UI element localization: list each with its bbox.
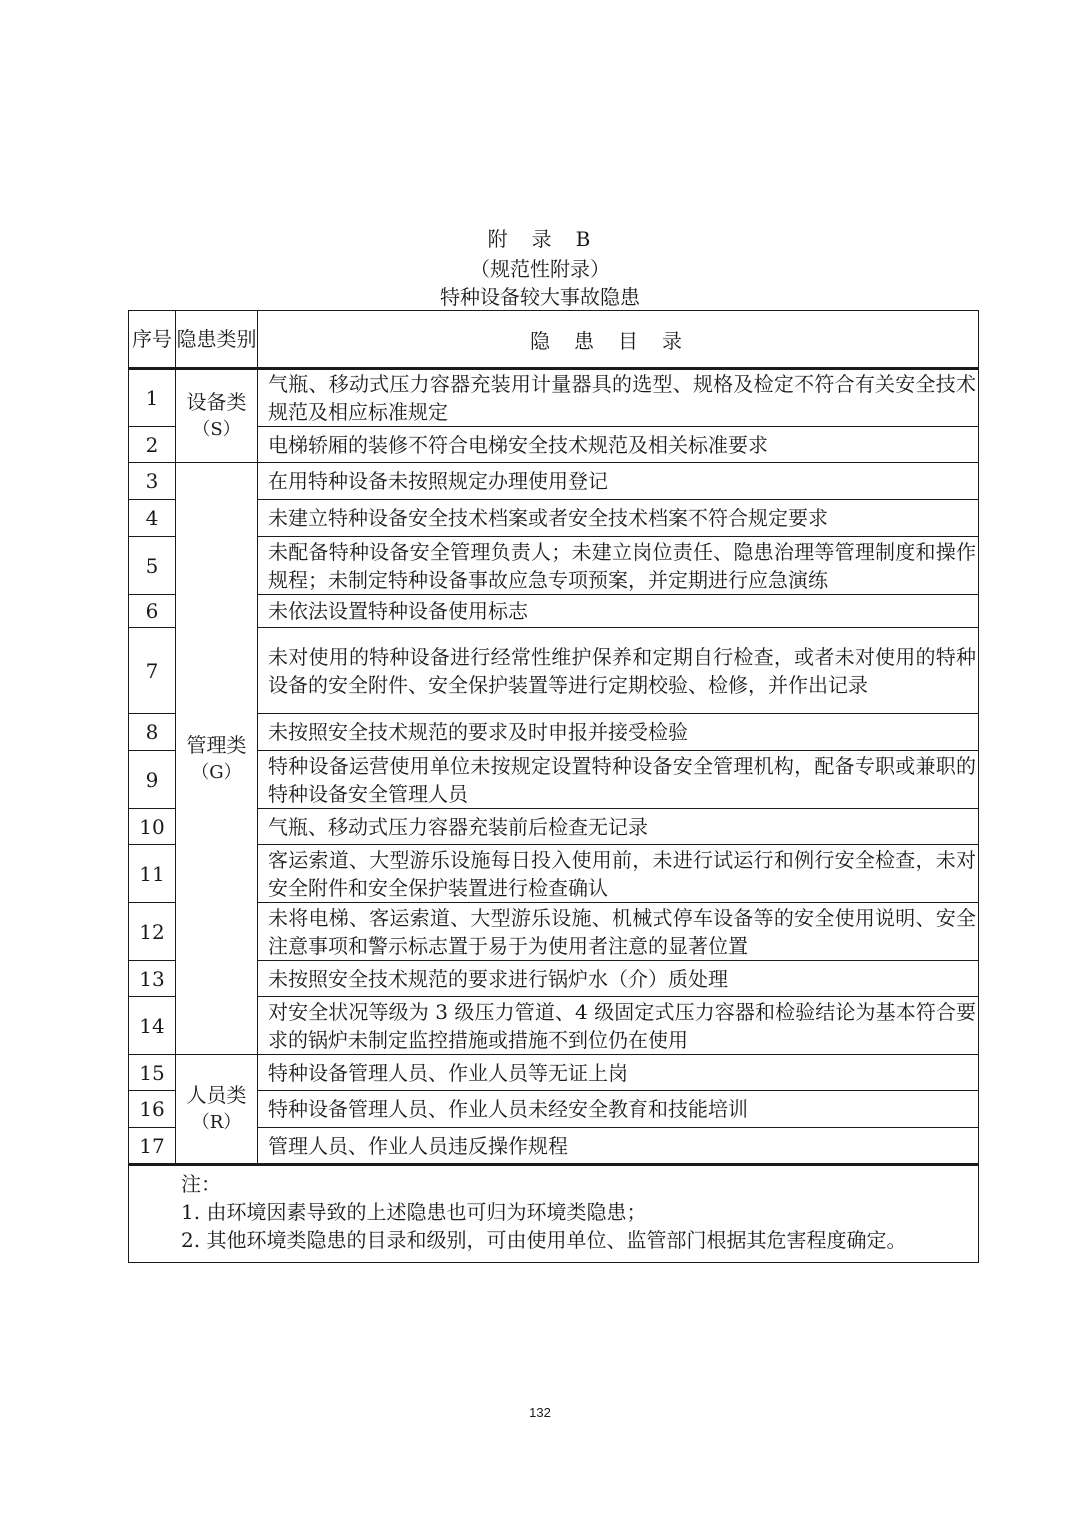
header-no [129,311,176,369]
notes [129,1165,979,1263]
row-no: 17 [129,1128,176,1165]
row-text: 对安全状况等级为 3 级压力管道、4 级固定式压力容器和检验结论为基本符合要求的锅炉未制定监控措施或措施不到位仍在使用 [258,997,979,1055]
row-no: 13 [129,961,176,997]
table-title: 特种设备较大事故隐患 [440,285,640,309]
note-item: 2. 其他环境类隐患的目录和级别，可由使用单位、监管部门根据其危害程度确定。 [181,1228,907,1252]
row-no: 1 [129,369,176,427]
row-no: 15 [129,1055,176,1091]
row-text: 未将电梯、客运索道、大型游乐设施、机械式停车设备等的安全使用说明、安全注意事项和警示标志置于易于为使用者注意的显著位置 [258,903,979,961]
row-text: 未按照安全技术规范的要求及时申报并接受检验 [258,714,979,751]
table-row [129,1055,979,1091]
row-text: 未配备特种设备安全管理负责人；未建立岗位责任、隐患治理等管理制度和操作规程；未制定特种设备事故应急专项预案，并定期进行应急演练 [258,537,979,595]
table-header-row [129,311,979,369]
category-management [176,463,258,1055]
row-text: 未对使用的特种设备进行经常性维护保养和定期自行检查，或者未对使用的特种设备的安全附件、安全保护装置等进行定期校验、检修，并作出记录 [258,628,979,714]
table-row [129,369,979,427]
row-no: 11 [129,845,176,903]
note-item: 1. 由环境因素导致的上述隐患也可归为环境类隐患； [181,1200,647,1224]
category-name: 设备类 [186,390,247,414]
row-no: 4 [129,500,176,537]
row-text: 未建立特种设备安全技术档案或者安全技术档案不符合规定要求 [258,500,979,537]
category-personnel [176,1055,258,1165]
hazard-table [128,310,979,1263]
header-category-label: 隐患类别 [176,327,257,351]
category-equipment [176,369,258,463]
table-row [129,463,979,500]
appendix-title: 附 录 B [487,227,593,251]
category-code: （G） [191,761,242,783]
row-text: 特种设备运营使用单位未按规定设置特种设备安全管理机构，配备专职或兼职的特种设备安全管理人员 [258,751,979,809]
header-item-label: 隐患目录 [530,328,706,353]
row-no: 5 [129,537,176,595]
row-text: 管理人员、作业人员违反操作规程 [258,1128,979,1165]
row-text: 特种设备管理人员、作业人员等无证上岗 [258,1055,979,1091]
category-name: 管理类 [186,732,247,757]
header-no-label: 序号 [132,327,172,351]
row-no: 9 [129,751,176,809]
row-text: 客运索道、大型游乐设施每日投入使用前，未进行试运行和例行安全检查，未对安全附件和安全保护装置进行检查确认 [258,845,979,903]
row-no: 2 [129,427,176,463]
row-no: 16 [129,1091,176,1128]
header-item [258,311,979,369]
category-code: （R） [191,1112,242,1133]
row-no: 12 [129,903,176,961]
row-no: 14 [129,997,176,1055]
row-no: 10 [129,809,176,845]
notes-label: 注： [181,1172,221,1196]
row-text: 电梯轿厢的装修不符合电梯安全技术规范及相关标准要求 [258,427,979,463]
row-no: 8 [129,714,176,751]
row-no: 6 [129,595,176,628]
appendix-subtitle: （规范性附录） [470,257,610,281]
row-text: 特种设备管理人员、作业人员未经安全教育和技能培训 [258,1091,979,1128]
row-text: 气瓶、移动式压力容器充装前后检查无记录 [258,809,979,845]
category-code: （S） [192,419,241,440]
row-text: 气瓶、移动式压力容器充装用计量器具的选型、规格及检定不符合有关安全技术规范及相应标准规定 [258,369,979,427]
row-text: 未依法设置特种设备使用标志 [258,595,979,628]
page-number: 132 [529,1405,551,1420]
row-text: 未按照安全技术规范的要求进行锅炉水（介）质处理 [258,961,979,997]
notes-row [129,1165,979,1263]
row-no: 3 [129,463,176,500]
header-category [176,311,258,369]
row-text: 在用特种设备未按照规定办理使用登记 [258,463,979,500]
row-no: 7 [129,628,176,714]
category-name: 人员类 [186,1083,247,1107]
